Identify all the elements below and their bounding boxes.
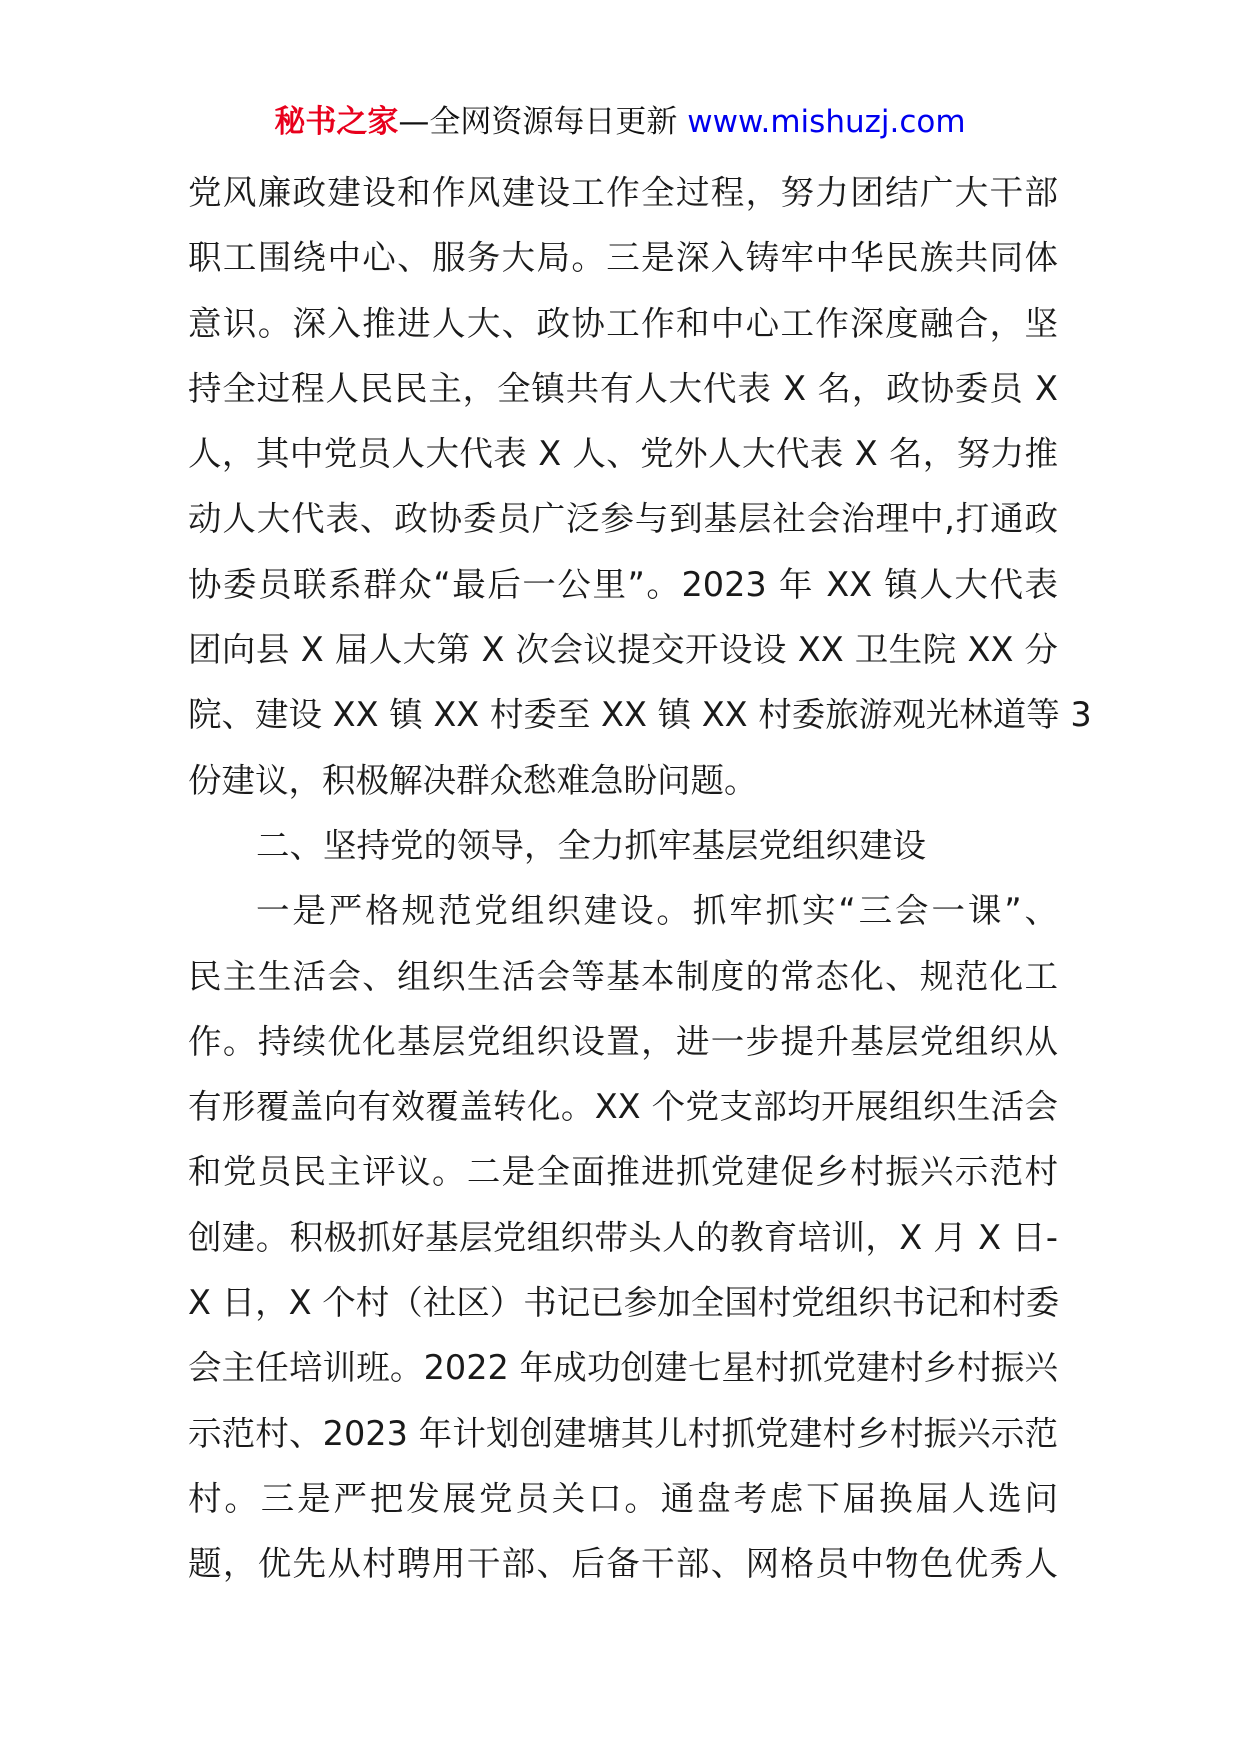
section-line: X 日，X 个村（社区）书记已参加全国村党组织书记和村委 xyxy=(188,1283,1060,1323)
section-line: 和党员民主评议。二是全面推进抓党建促乡村振兴示范村 xyxy=(188,1152,1058,1192)
document-body xyxy=(188,160,1092,1597)
section-line: 会主任培训班。2022 年成功创建七星村抓党建村乡村振兴 xyxy=(188,1348,1058,1388)
body-line: 团向县 X 届人大第 X 次会议提交开设设 XX 卫生院 XX 分 xyxy=(188,630,1058,670)
body-line: 院、建设 XX 镇 XX 村委至 XX 镇 XX 村委旅游观光林道等 3 xyxy=(188,695,1092,735)
section-line: 有形覆盖向有效覆盖转化。XX 个党支部均开展组织生活会 xyxy=(188,1087,1058,1127)
section-line: 作。持续优化基层党组织设置，进一步提升基层党组织从 xyxy=(188,1021,1058,1061)
section-line: 民主生活会、组织生活会等基本制度的常态化、规范化工 xyxy=(188,956,1058,996)
body-line: 协委员联系群众“最后一公里”。2023 年 XX 镇人大代表 xyxy=(188,564,1058,604)
section-line: 示范村、2023 年计划创建塘其儿村抓党建村乡村振兴示范 xyxy=(188,1413,1058,1453)
body-line: 动人大代表、政协委员广泛参与到基层社会治理中,打通政 xyxy=(188,499,1058,539)
header-tagline: —全网资源每日更新 xyxy=(398,104,678,140)
body-line: 人，其中党员人大代表 X 人、党外人大代表 X 名，努力推 xyxy=(188,434,1058,474)
body-line: 职工围绕中心、服务大局。三是深入铸牢中华民族共同体 xyxy=(188,238,1058,278)
section-line: 村。三是严把发展党员关口。通盘考虑下届换届人选问 xyxy=(188,1478,1058,1518)
section-heading: 二、坚持党的领导，全力抓牢基层党组织建设 xyxy=(256,825,926,865)
body-line: 持全过程人民民主，全镇共有人大代表 X 名，政协委员 X xyxy=(188,368,1058,408)
section-line: 一是严格规范党组织建设。抓牢抓实“三会一课”、 xyxy=(256,891,1058,931)
body-line: 份建议，积极解决群众愁难急盼问题。 xyxy=(188,760,758,800)
page-header xyxy=(0,100,1240,144)
body-line: 党风廉政建设和作风建设工作全过程，努力团结广大干部 xyxy=(188,173,1058,212)
section-line: 创建。积极抓好基层党组织带头人的教育培训，X 月 X 日- xyxy=(188,1217,1058,1257)
website-link[interactable]: www.mishuzj.com xyxy=(687,104,966,140)
brand-name: 秘书之家 xyxy=(274,104,399,140)
body-line: 意识。深入推进人大、政协工作和中心工作深度融合，坚 xyxy=(188,303,1058,343)
section-line: 题，优先从村聘用干部、后备干部、网格员中物色优秀人 xyxy=(188,1544,1058,1584)
